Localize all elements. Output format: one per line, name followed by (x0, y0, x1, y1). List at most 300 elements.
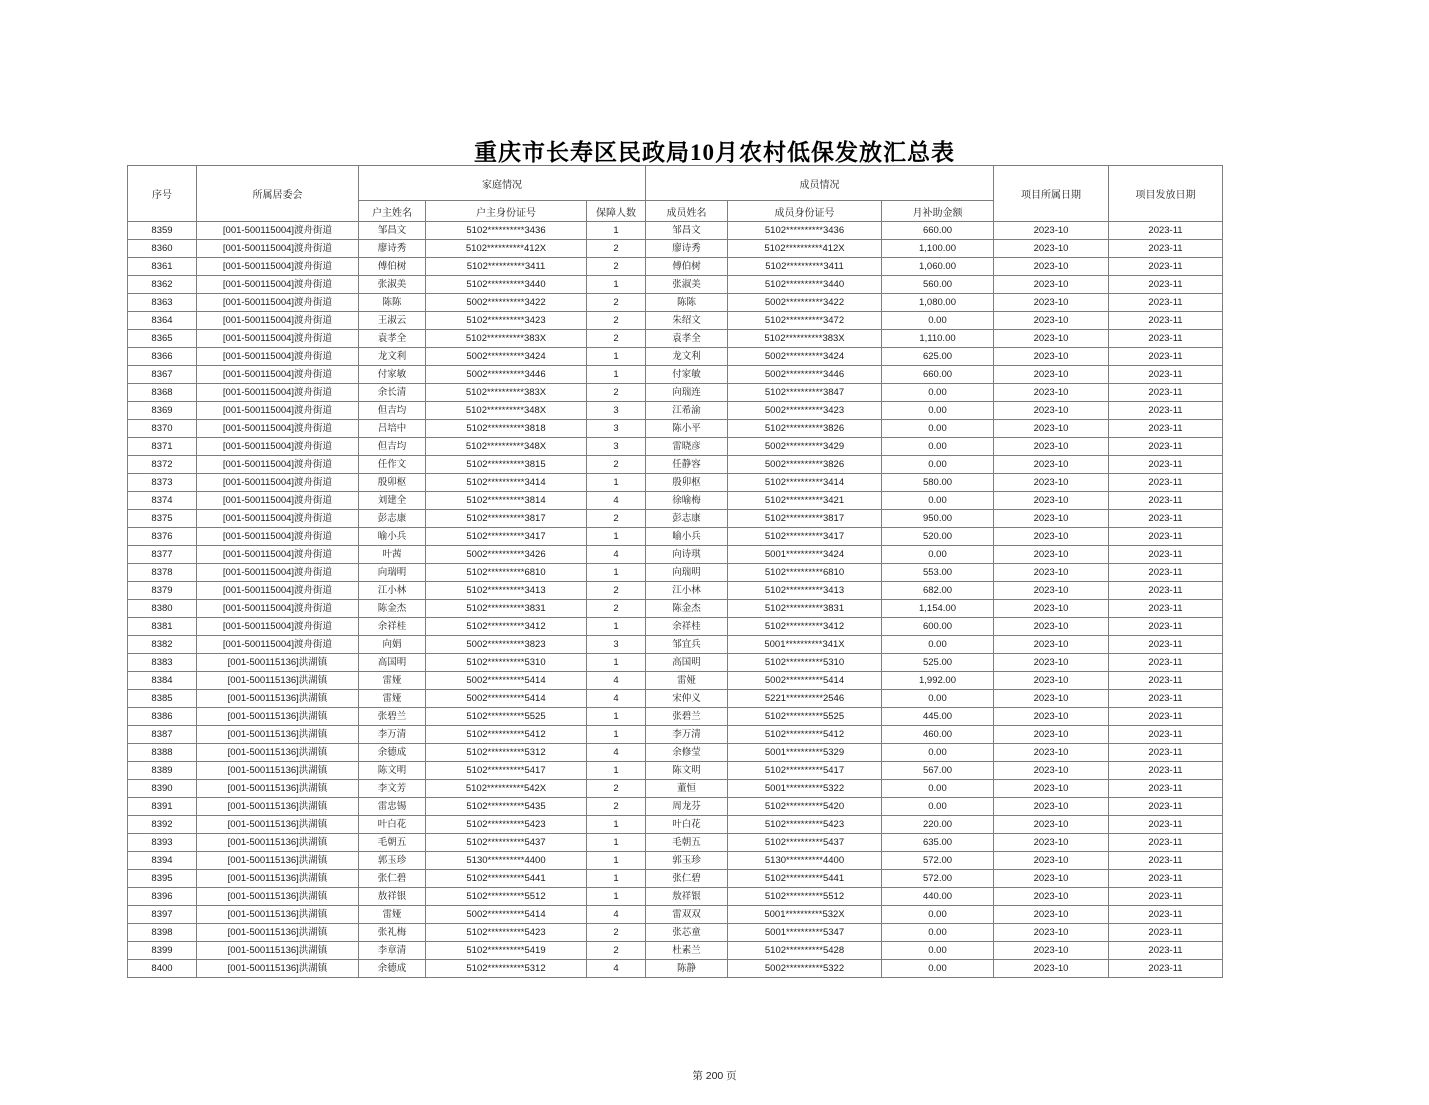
col-header-householder-name: 户主姓名 (359, 201, 426, 222)
project-month-cell: 2023-10 (994, 294, 1109, 312)
insured-count-cell: 1 (587, 222, 646, 240)
table-row (128, 366, 1223, 384)
insured-count-cell: 2 (587, 798, 646, 816)
insured-count-cell: 4 (587, 906, 646, 924)
member-id-cell: 5002**********5322 (728, 960, 882, 978)
serial-cell: 8395 (128, 870, 197, 888)
issue-month-cell: 2023-11 (1109, 816, 1223, 834)
householder-name-cell: 高国明 (359, 654, 426, 672)
committee-cell: [001-500115136]洪湖镇 (197, 888, 359, 906)
col-header-project-month: 项目所属日期 (994, 166, 1109, 222)
householder-name-cell: 余德成 (359, 744, 426, 762)
subsidy-amount-cell: 520.00 (882, 528, 994, 546)
table-row (128, 834, 1223, 852)
householder-name-cell: 王淑云 (359, 312, 426, 330)
serial-cell: 8364 (128, 312, 197, 330)
project-month-cell: 2023-10 (994, 618, 1109, 636)
issue-month-cell: 2023-11 (1109, 726, 1223, 744)
issue-month-cell: 2023-11 (1109, 528, 1223, 546)
householder-name-cell: 陈金杰 (359, 600, 426, 618)
member-name-cell: 邹昌文 (646, 222, 728, 240)
project-month-cell: 2023-10 (994, 636, 1109, 654)
member-id-cell: 5221**********2546 (728, 690, 882, 708)
committee-cell: [001-500115136]洪湖镇 (197, 906, 359, 924)
table-row (128, 474, 1223, 492)
col-header-insured-count: 保障人数 (587, 201, 646, 222)
project-month-cell: 2023-10 (994, 672, 1109, 690)
householder-name-cell: 雷娅 (359, 690, 426, 708)
serial-cell: 8382 (128, 636, 197, 654)
householder-id-cell: 5002**********3424 (426, 348, 587, 366)
project-month-cell: 2023-10 (994, 888, 1109, 906)
issue-month-cell: 2023-11 (1109, 924, 1223, 942)
member-id-cell: 5130**********4400 (728, 852, 882, 870)
member-name-cell: 张仁碧 (646, 870, 728, 888)
member-id-cell: 5002**********3446 (728, 366, 882, 384)
issue-month-cell: 2023-11 (1109, 294, 1223, 312)
project-month-cell: 2023-10 (994, 348, 1109, 366)
table-row (128, 906, 1223, 924)
subsidy-amount-cell: 635.00 (882, 834, 994, 852)
householder-id-cell: 5002**********3422 (426, 294, 587, 312)
page-number: 第 200 页 (692, 1070, 737, 1082)
issue-month-cell: 2023-11 (1109, 438, 1223, 456)
householder-id-cell: 5102**********3818 (426, 420, 587, 438)
insured-count-cell: 1 (587, 564, 646, 582)
insured-count-cell: 2 (587, 942, 646, 960)
committee-cell: [001-500115136]洪湖镇 (197, 726, 359, 744)
project-month-cell: 2023-10 (994, 744, 1109, 762)
member-name-cell: 陈静 (646, 960, 728, 978)
committee-cell: [001-500115136]洪湖镇 (197, 744, 359, 762)
issue-month-cell: 2023-11 (1109, 618, 1223, 636)
committee-cell: [001-500115004]渡舟街道 (197, 276, 359, 294)
insured-count-cell: 1 (587, 348, 646, 366)
serial-cell: 8391 (128, 798, 197, 816)
householder-id-cell: 5102**********5417 (426, 762, 587, 780)
insured-count-cell: 3 (587, 402, 646, 420)
member-name-cell: 雷娅 (646, 672, 728, 690)
project-month-cell: 2023-10 (994, 690, 1109, 708)
member-id-cell: 5102**********3413 (728, 582, 882, 600)
householder-id-cell: 5002**********5414 (426, 690, 587, 708)
table-row (128, 816, 1223, 834)
serial-cell: 8388 (128, 744, 197, 762)
serial-cell: 8393 (128, 834, 197, 852)
householder-id-cell: 5102**********5525 (426, 708, 587, 726)
issue-month-cell: 2023-11 (1109, 276, 1223, 294)
householder-name-cell: 雷忠锡 (359, 798, 426, 816)
subsidy-amount-cell: 0.00 (882, 942, 994, 960)
insured-count-cell: 1 (587, 834, 646, 852)
project-month-cell: 2023-10 (994, 474, 1109, 492)
subsidy-amount-cell: 0.00 (882, 744, 994, 762)
issue-month-cell: 2023-11 (1109, 258, 1223, 276)
member-id-cell: 5102**********5437 (728, 834, 882, 852)
table-row (128, 564, 1223, 582)
subsidy-amount-cell: 0.00 (882, 924, 994, 942)
insured-count-cell: 1 (587, 276, 646, 294)
householder-id-cell: 5102**********3413 (426, 582, 587, 600)
member-name-cell: 敖祥银 (646, 888, 728, 906)
subsidy-amount-cell: 445.00 (882, 708, 994, 726)
issue-month-cell: 2023-11 (1109, 654, 1223, 672)
householder-id-cell: 5102**********3815 (426, 456, 587, 474)
member-id-cell: 5001**********5347 (728, 924, 882, 942)
member-name-cell: 张碧兰 (646, 708, 728, 726)
insured-count-cell: 1 (587, 870, 646, 888)
subsidy-amount-cell: 682.00 (882, 582, 994, 600)
committee-cell: [001-500115004]渡舟街道 (197, 600, 359, 618)
householder-id-cell: 5102**********383X (426, 330, 587, 348)
project-month-cell: 2023-10 (994, 510, 1109, 528)
householder-id-cell: 5102**********3414 (426, 474, 587, 492)
table-row (128, 510, 1223, 528)
householder-id-cell: 5102**********5441 (426, 870, 587, 888)
serial-cell: 8372 (128, 456, 197, 474)
subsidy-amount-cell: 580.00 (882, 474, 994, 492)
table-row (128, 294, 1223, 312)
col-header-issue-month: 项目发放日期 (1109, 166, 1223, 222)
committee-cell: [001-500115004]渡舟街道 (197, 618, 359, 636)
serial-cell: 8398 (128, 924, 197, 942)
member-id-cell: 5102**********3847 (728, 384, 882, 402)
member-id-cell: 5102**********3472 (728, 312, 882, 330)
serial-cell: 8374 (128, 492, 197, 510)
householder-name-cell: 向瑞明 (359, 564, 426, 582)
issue-month-cell: 2023-11 (1109, 312, 1223, 330)
project-month-cell: 2023-10 (994, 960, 1109, 978)
table-row (128, 348, 1223, 366)
member-name-cell: 徐喻梅 (646, 492, 728, 510)
table-row (128, 384, 1223, 402)
issue-month-cell: 2023-11 (1109, 636, 1223, 654)
insured-count-cell: 1 (587, 708, 646, 726)
subsidy-amount-cell: 0.00 (882, 402, 994, 420)
committee-cell: [001-500115004]渡舟街道 (197, 636, 359, 654)
serial-cell: 8368 (128, 384, 197, 402)
insured-count-cell: 2 (587, 510, 646, 528)
householder-name-cell: 江小林 (359, 582, 426, 600)
insured-count-cell: 2 (587, 582, 646, 600)
householder-name-cell: 彭志康 (359, 510, 426, 528)
serial-cell: 8397 (128, 906, 197, 924)
committee-cell: [001-500115136]洪湖镇 (197, 672, 359, 690)
page-title: 重庆市长寿区民政局10月农村低保发放汇总表 (474, 140, 955, 165)
table-row (128, 312, 1223, 330)
table-header (128, 166, 1223, 222)
householder-name-cell: 张仁碧 (359, 870, 426, 888)
householder-name-cell: 李章清 (359, 942, 426, 960)
issue-month-cell: 2023-11 (1109, 366, 1223, 384)
table-row (128, 402, 1223, 420)
member-id-cell: 5102**********3831 (728, 600, 882, 618)
member-name-cell: 余修莹 (646, 744, 728, 762)
serial-cell: 8377 (128, 546, 197, 564)
householder-name-cell: 张碧兰 (359, 708, 426, 726)
householder-id-cell: 5002**********5414 (426, 672, 587, 690)
householder-name-cell: 殷卯枢 (359, 474, 426, 492)
subsidy-amount-cell: 0.00 (882, 906, 994, 924)
member-name-cell: 周龙芬 (646, 798, 728, 816)
serial-cell: 8387 (128, 726, 197, 744)
member-id-cell: 5001**********5329 (728, 744, 882, 762)
subsidy-amount-cell: 0.00 (882, 312, 994, 330)
table-row (128, 492, 1223, 510)
committee-cell: [001-500115004]渡舟街道 (197, 330, 359, 348)
committee-cell: [001-500115136]洪湖镇 (197, 834, 359, 852)
subsidy-amount-cell: 950.00 (882, 510, 994, 528)
issue-month-cell: 2023-11 (1109, 582, 1223, 600)
project-month-cell: 2023-10 (994, 492, 1109, 510)
householder-id-cell: 5102**********3436 (426, 222, 587, 240)
issue-month-cell: 2023-11 (1109, 708, 1223, 726)
committee-cell: [001-500115004]渡舟街道 (197, 258, 359, 276)
insured-count-cell: 2 (587, 240, 646, 258)
member-id-cell: 5102**********3412 (728, 618, 882, 636)
issue-month-cell: 2023-11 (1109, 240, 1223, 258)
householder-name-cell: 张淑美 (359, 276, 426, 294)
table-row (128, 870, 1223, 888)
insured-count-cell: 1 (587, 654, 646, 672)
col-header-householder-id: 户主身份证号 (426, 201, 587, 222)
table-row (128, 276, 1223, 294)
householder-id-cell: 5102**********383X (426, 384, 587, 402)
member-id-cell: 5102**********5525 (728, 708, 882, 726)
subsidy-amount-cell: 572.00 (882, 870, 994, 888)
subsidy-amount-cell: 525.00 (882, 654, 994, 672)
subsidy-amount-cell: 560.00 (882, 276, 994, 294)
member-name-cell: 陈小平 (646, 420, 728, 438)
member-name-cell: 龙文利 (646, 348, 728, 366)
insured-count-cell: 1 (587, 726, 646, 744)
member-name-cell: 高国明 (646, 654, 728, 672)
issue-month-cell: 2023-11 (1109, 888, 1223, 906)
member-id-cell: 5001**********341X (728, 636, 882, 654)
householder-name-cell: 李文芳 (359, 780, 426, 798)
subsidy-amount-cell: 600.00 (882, 618, 994, 636)
table-row (128, 240, 1223, 258)
householder-name-cell: 雷娅 (359, 672, 426, 690)
householder-name-cell: 龙文利 (359, 348, 426, 366)
subsidy-amount-cell: 0.00 (882, 438, 994, 456)
subsidy-amount-cell: 0.00 (882, 636, 994, 654)
col-header-member-group: 成员情况 (646, 166, 994, 201)
member-name-cell: 邹宜兵 (646, 636, 728, 654)
subsidy-amount-cell: 0.00 (882, 780, 994, 798)
project-month-cell: 2023-10 (994, 420, 1109, 438)
insured-count-cell: 1 (587, 366, 646, 384)
householder-id-cell: 5102**********3423 (426, 312, 587, 330)
member-name-cell: 宋仲义 (646, 690, 728, 708)
issue-month-cell: 2023-11 (1109, 762, 1223, 780)
subsidy-amount-cell: 0.00 (882, 420, 994, 438)
project-month-cell: 2023-10 (994, 366, 1109, 384)
insured-count-cell: 2 (587, 924, 646, 942)
table-row (128, 924, 1223, 942)
table-row (128, 582, 1223, 600)
subsidy-amount-cell: 1,154.00 (882, 600, 994, 618)
householder-id-cell: 5102**********5310 (426, 654, 587, 672)
table-row (128, 690, 1223, 708)
serial-cell: 8380 (128, 600, 197, 618)
subsidy-amount-cell: 572.00 (882, 852, 994, 870)
insured-count-cell: 3 (587, 420, 646, 438)
col-header-member-name: 成员姓名 (646, 201, 728, 222)
householder-id-cell: 5102**********542X (426, 780, 587, 798)
serial-cell: 8369 (128, 402, 197, 420)
serial-cell: 8389 (128, 762, 197, 780)
insured-count-cell: 1 (587, 816, 646, 834)
member-name-cell: 杜素兰 (646, 942, 728, 960)
committee-cell: [001-500115004]渡舟街道 (197, 492, 359, 510)
member-id-cell: 5001**********3424 (728, 546, 882, 564)
issue-month-cell: 2023-11 (1109, 456, 1223, 474)
member-name-cell: 雷双双 (646, 906, 728, 924)
issue-month-cell: 2023-11 (1109, 546, 1223, 564)
householder-name-cell: 余德成 (359, 960, 426, 978)
subsidy-amount-cell: 660.00 (882, 366, 994, 384)
member-name-cell: 李万清 (646, 726, 728, 744)
serial-cell: 8390 (128, 780, 197, 798)
table-row (128, 528, 1223, 546)
subsidy-amount-cell: 0.00 (882, 492, 994, 510)
insured-count-cell: 1 (587, 474, 646, 492)
committee-cell: [001-500115004]渡舟街道 (197, 348, 359, 366)
issue-month-cell: 2023-11 (1109, 384, 1223, 402)
table-row (128, 726, 1223, 744)
issue-month-cell: 2023-11 (1109, 474, 1223, 492)
project-month-cell: 2023-10 (994, 816, 1109, 834)
insured-count-cell: 2 (587, 780, 646, 798)
member-id-cell: 5102**********5412 (728, 726, 882, 744)
issue-month-cell: 2023-11 (1109, 672, 1223, 690)
subsidy-amount-cell: 0.00 (882, 456, 994, 474)
table-row (128, 600, 1223, 618)
committee-cell: [001-500115004]渡舟街道 (197, 420, 359, 438)
issue-month-cell: 2023-11 (1109, 600, 1223, 618)
table-row (128, 222, 1223, 240)
insured-count-cell: 2 (587, 258, 646, 276)
serial-cell: 8400 (128, 960, 197, 978)
householder-name-cell: 但吉均 (359, 438, 426, 456)
committee-cell: [001-500115004]渡舟街道 (197, 474, 359, 492)
member-id-cell: 5102**********3440 (728, 276, 882, 294)
col-header-member-id: 成员身份证号 (728, 201, 882, 222)
serial-cell: 8371 (128, 438, 197, 456)
serial-cell: 8392 (128, 816, 197, 834)
committee-cell: [001-500115136]洪湖镇 (197, 816, 359, 834)
householder-id-cell: 5002**********3823 (426, 636, 587, 654)
project-month-cell: 2023-10 (994, 906, 1109, 924)
table-row (128, 672, 1223, 690)
insured-count-cell: 3 (587, 636, 646, 654)
issue-month-cell: 2023-11 (1109, 906, 1223, 924)
committee-cell: [001-500115136]洪湖镇 (197, 960, 359, 978)
issue-month-cell: 2023-11 (1109, 870, 1223, 888)
member-name-cell: 陈文明 (646, 762, 728, 780)
insured-count-cell: 1 (587, 852, 646, 870)
insured-count-cell: 4 (587, 744, 646, 762)
insured-count-cell: 4 (587, 492, 646, 510)
col-header-committee: 所属居委会 (197, 166, 359, 222)
member-id-cell: 5102**********3411 (728, 258, 882, 276)
householder-id-cell: 5102**********3817 (426, 510, 587, 528)
member-name-cell: 任静容 (646, 456, 728, 474)
member-name-cell: 喻小兵 (646, 528, 728, 546)
project-month-cell: 2023-10 (994, 384, 1109, 402)
member-id-cell: 5001**********5322 (728, 780, 882, 798)
table-row (128, 888, 1223, 906)
householder-id-cell: 5102**********3440 (426, 276, 587, 294)
householder-name-cell: 李万清 (359, 726, 426, 744)
member-id-cell: 5001**********532X (728, 906, 882, 924)
householder-id-cell: 5102**********3814 (426, 492, 587, 510)
member-name-cell: 廖诗秀 (646, 240, 728, 258)
project-month-cell: 2023-10 (994, 798, 1109, 816)
table-row (128, 852, 1223, 870)
householder-name-cell: 刘建全 (359, 492, 426, 510)
committee-cell: [001-500115136]洪湖镇 (197, 870, 359, 888)
member-id-cell: 5102**********5423 (728, 816, 882, 834)
member-name-cell: 叶白花 (646, 816, 728, 834)
issue-month-cell: 2023-11 (1109, 348, 1223, 366)
serial-cell: 8384 (128, 672, 197, 690)
table-row (128, 438, 1223, 456)
committee-cell: [001-500115136]洪湖镇 (197, 780, 359, 798)
subsidy-amount-cell: 1,992.00 (882, 672, 994, 690)
insured-count-cell: 4 (587, 960, 646, 978)
project-month-cell: 2023-10 (994, 330, 1109, 348)
insured-count-cell: 3 (587, 438, 646, 456)
householder-name-cell: 袁孝全 (359, 330, 426, 348)
serial-cell: 8399 (128, 942, 197, 960)
table-row (128, 960, 1223, 978)
householder-id-cell: 5102**********5419 (426, 942, 587, 960)
col-header-subsidy: 月补助金额 (882, 201, 994, 222)
member-name-cell: 向诗琪 (646, 546, 728, 564)
project-month-cell: 2023-10 (994, 924, 1109, 942)
insured-count-cell: 2 (587, 456, 646, 474)
committee-cell: [001-500115004]渡舟街道 (197, 456, 359, 474)
project-month-cell: 2023-10 (994, 564, 1109, 582)
issue-month-cell: 2023-11 (1109, 744, 1223, 762)
householder-id-cell: 5130**********4400 (426, 852, 587, 870)
issue-month-cell: 2023-11 (1109, 960, 1223, 978)
householder-id-cell: 5102**********5423 (426, 924, 587, 942)
project-month-cell: 2023-10 (994, 438, 1109, 456)
insured-count-cell: 4 (587, 546, 646, 564)
insured-count-cell: 1 (587, 888, 646, 906)
committee-cell: [001-500115004]渡舟街道 (197, 312, 359, 330)
householder-name-cell: 余祥桂 (359, 618, 426, 636)
subsidy-amount-cell: 553.00 (882, 564, 994, 582)
householder-name-cell: 毛朝五 (359, 834, 426, 852)
insured-count-cell: 4 (587, 690, 646, 708)
insured-count-cell: 1 (587, 762, 646, 780)
member-id-cell: 5102**********5310 (728, 654, 882, 672)
table-row (128, 654, 1223, 672)
table-row (128, 942, 1223, 960)
project-month-cell: 2023-10 (994, 654, 1109, 672)
issue-month-cell: 2023-11 (1109, 492, 1223, 510)
serial-cell: 8396 (128, 888, 197, 906)
insured-count-cell: 2 (587, 600, 646, 618)
insured-count-cell: 1 (587, 618, 646, 636)
table-row (128, 798, 1223, 816)
committee-cell: [001-500115004]渡舟街道 (197, 294, 359, 312)
member-name-cell: 袁孝全 (646, 330, 728, 348)
